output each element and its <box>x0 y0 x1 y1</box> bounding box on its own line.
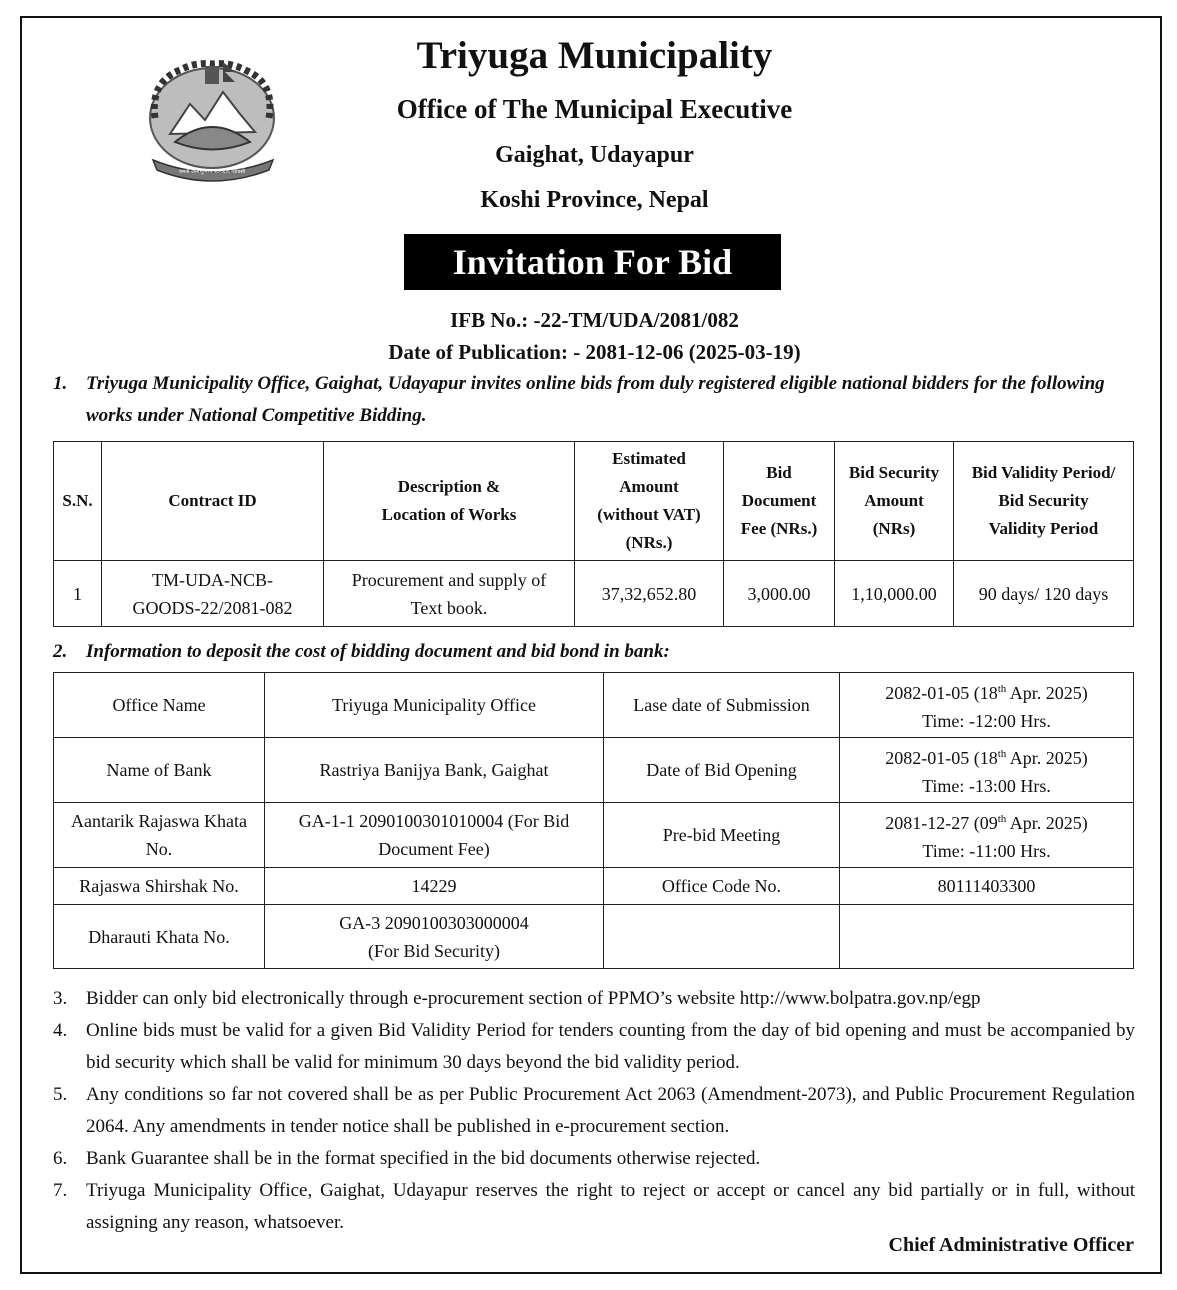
bank-info-heading <box>53 636 1135 668</box>
cell-estimate: 37,32,652.80 <box>575 561 724 627</box>
time-text: Time: -12:00 Hrs. <box>922 711 1051 731</box>
col-validity <box>954 442 1134 561</box>
col-sn: S.N. <box>54 442 102 561</box>
item-text: Bank Guarantee shall be in the format specified in the bid documents otherwise rejected. <box>86 1148 761 1169</box>
cell-value: Triyuga Municipality Office <box>265 673 604 738</box>
cell-line: (For Bid Security) <box>368 940 500 961</box>
header-line: Bid Validity Period/ <box>971 463 1116 482</box>
item-text: Bidder can only bid electronically through e-procurement section of PPMO’s website http://www.bolpatra.gov.np/egp <box>86 988 981 1009</box>
item-number: 1. <box>53 373 68 394</box>
table-row <box>54 905 1134 969</box>
time-text: Time: -13:00 Hrs. <box>922 776 1051 796</box>
header-line: Bid Security <box>998 491 1089 510</box>
date-text: 2082-01-05 (18 <box>885 748 998 768</box>
table-row <box>54 803 1134 868</box>
header-line: Location of Works <box>381 505 517 524</box>
item-text: Online bids must be valid for a given Bid Validity Period for tenders counting from the day of bid opening and must be accompanied by bid security which shall be valid for minimum 30 days beyond the bid validity period. <box>86 1020 1135 1073</box>
invitation-banner: Invitation For Bid <box>404 234 781 290</box>
cell-key: Pre-bid Meeting <box>604 803 840 868</box>
col-contract-id: Contract ID <box>102 442 324 561</box>
date-text: 2081-12-27 (09 <box>885 813 998 833</box>
item-number: 4. <box>53 1020 68 1041</box>
date-text: Apr. 2025) <box>1006 683 1088 703</box>
list-item <box>53 1143 1135 1175</box>
date-text: Apr. 2025) <box>1006 813 1088 833</box>
header-line: Amount <box>619 477 679 496</box>
cell-value <box>265 803 604 868</box>
date-text: Apr. 2025) <box>1006 748 1088 768</box>
col-document-fee <box>724 442 835 561</box>
ordinal-suffix: th <box>997 813 1007 825</box>
header-line: Document <box>741 491 817 510</box>
header-line: Bid Security <box>848 463 940 482</box>
cell-key: Office Name <box>54 673 265 738</box>
cell-line: GA-1-1 2090100301010004 (For Bid <box>298 811 570 831</box>
ordinal-suffix: th <box>997 683 1007 695</box>
cell-security: 1,10,000.00 <box>835 561 954 627</box>
bid-details-table <box>53 441 1134 627</box>
table-row <box>54 738 1134 803</box>
item-text: Triyuga Municipality Office, Gaighat, Udayapur reserves the right to reject or accept or cancel any bid partially or in full, without assigning any reason, whatsoever. <box>86 1180 1135 1233</box>
bank-info-text: Information to deposit the cost of bidding document and bid bond in bank: <box>86 641 670 662</box>
signatory-title: Chief Administrative Officer <box>888 1234 1134 1256</box>
intro-paragraph <box>53 368 1135 432</box>
col-description <box>324 442 575 561</box>
ifb-number: IFB No.: -22-TM/UDA/2081/082 <box>450 308 739 332</box>
cell-value: 80111403300 <box>840 868 1134 905</box>
item-number: 3. <box>53 988 68 1009</box>
table-row <box>54 561 1134 627</box>
intro-text: Triyuga Municipality Office, Gaighat, Udayapur invites online bids from duly registered eligible national bidders for the following works under National Competitive Bidding. <box>86 373 1105 426</box>
notes-list <box>53 983 1135 1239</box>
emblem-motto: जननी जन्मभूमिश्च स्वर्गादपि गरीयसी <box>178 169 246 175</box>
cell-key: Lase date of Submission <box>604 673 840 738</box>
cell-line: Aantarik Rajaswa Khata <box>71 811 247 831</box>
table-row <box>54 673 1134 738</box>
list-item <box>53 1079 1135 1143</box>
date-text: 2082-01-05 (18 <box>885 683 998 703</box>
list-item <box>53 1015 1135 1079</box>
header-line: (NRs.) <box>625 533 673 552</box>
cell-line: TM-UDA-NCB- <box>152 569 273 590</box>
header-line: (NRs) <box>872 519 916 538</box>
cell-description <box>324 561 575 627</box>
cell-line: No. <box>145 839 173 859</box>
item-text: Any conditions so far not covered shall be as per Public Procurement Act 2063 (Amendment-2073), and Public Procurement Regulation 2064. Any amendments in tender notice shall be published in e-procurement section. <box>86 1084 1135 1137</box>
cell-value <box>265 905 604 969</box>
cell-validity: 90 days/ 120 days <box>954 561 1134 627</box>
item-number: 2. <box>53 641 68 662</box>
cell-key: Name of Bank <box>54 738 265 803</box>
header-line: Estimated <box>612 449 686 468</box>
cell-value <box>840 673 1134 738</box>
cell-key: Dharauti Khata No. <box>54 905 265 969</box>
office-name: Office of The Municipal Executive <box>396 94 793 124</box>
time-text: Time: -11:00 Hrs. <box>922 841 1051 861</box>
address-line-2: Koshi Province, Nepal <box>480 187 709 213</box>
ordinal-suffix: th <box>997 748 1007 760</box>
cell-value <box>840 738 1134 803</box>
cell-empty <box>604 905 840 969</box>
header-line: Bid <box>766 463 792 482</box>
table-header-row <box>54 442 1134 561</box>
table-row <box>54 868 1134 905</box>
cell-value: 14229 <box>265 868 604 905</box>
cell-fee: 3,000.00 <box>724 561 835 627</box>
municipality-name: Triyuga Municipality <box>416 34 773 77</box>
address-line-1: Gaighat, Udayapur <box>495 142 694 168</box>
cell-line: GOODS-22/2081-082 <box>132 597 293 618</box>
header-line: Amount <box>864 491 924 510</box>
cell-line: GA-3 2090100303000004 <box>339 912 529 933</box>
cell-contract-id <box>102 561 324 627</box>
bank-info-table <box>53 672 1134 969</box>
cell-empty <box>840 905 1134 969</box>
publication-date: Date of Publication: - 2081-12-06 (2025-03-19) <box>388 340 801 364</box>
col-estimated-amount <box>575 442 724 561</box>
cell-sn: 1 <box>54 561 102 627</box>
cell-line: Text book. <box>410 597 488 618</box>
cell-key: Date of Bid Opening <box>604 738 840 803</box>
cell-key: Rajaswa Shirshak No. <box>54 868 265 905</box>
header-line: Validity Period <box>988 519 1099 538</box>
cell-value <box>840 803 1134 868</box>
col-bid-security <box>835 442 954 561</box>
cell-line: Procurement and supply of <box>351 569 547 590</box>
item-number: 5. <box>53 1084 68 1105</box>
cell-key: Office Code No. <box>604 868 840 905</box>
header-line: Fee (NRs.) <box>740 519 818 538</box>
cell-key <box>54 803 265 868</box>
list-item <box>53 983 1135 1015</box>
header-line: Description & <box>397 477 501 496</box>
item-number: 7. <box>53 1180 68 1201</box>
list-item <box>53 1175 1135 1239</box>
cell-line: Document Fee) <box>378 839 490 859</box>
cell-value: Rastriya Banijya Bank, Gaighat <box>265 738 604 803</box>
header-line: (without VAT) <box>597 505 701 524</box>
item-number: 6. <box>53 1148 68 1169</box>
